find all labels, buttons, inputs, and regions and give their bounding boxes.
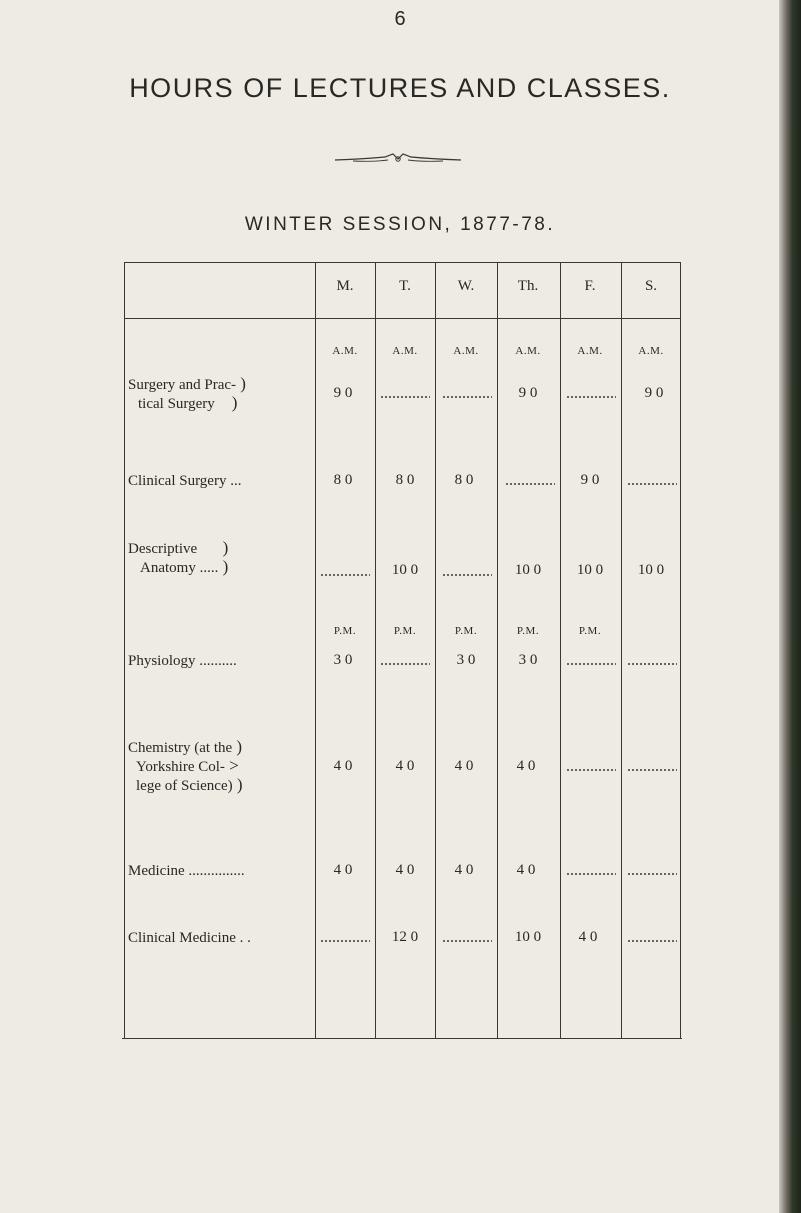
time-cell: 3 0	[333, 652, 353, 668]
day-header-monday: M.	[336, 278, 354, 294]
column-rule	[621, 262, 622, 1039]
time-cell: 3 0	[518, 652, 538, 668]
row-label-line: Surgery and Prac-	[128, 377, 237, 393]
day-header-thursday: Th.	[517, 278, 539, 294]
table-left-rule	[124, 262, 125, 1039]
row-label-line: Anatomy .....	[140, 560, 219, 576]
time-cell: 8 0	[395, 472, 415, 488]
period-pm: P.M.	[578, 625, 602, 637]
column-rule	[560, 262, 561, 1039]
empty-cell-dots	[442, 396, 492, 398]
time-cell: 4 0	[516, 862, 536, 878]
time-cell: 8 0	[454, 472, 474, 488]
time-cell: 12 0	[391, 929, 419, 945]
time-cell: 10 0	[637, 562, 665, 578]
time-cell: 10 0	[514, 562, 542, 578]
day-header-tuesday: T.	[399, 278, 411, 294]
brace-mark: )	[218, 557, 229, 576]
time-cell: 10 0	[576, 562, 604, 578]
day-header-friday: F.	[584, 278, 596, 294]
brace-mark: )	[232, 737, 243, 756]
time-cell: 10 0	[514, 929, 542, 945]
row-label-surgery	[128, 375, 316, 413]
day-header-wednesday: W.	[457, 278, 475, 294]
empty-cell-dots	[380, 396, 430, 398]
period-am: A.M.	[577, 345, 603, 357]
brace-mark: )	[214, 393, 238, 412]
row-label-line: tical Surgery	[138, 396, 215, 412]
column-rule	[497, 262, 498, 1039]
empty-cell-dots	[320, 940, 370, 942]
time-cell: 4 0	[516, 758, 536, 774]
time-cell: 4 0	[395, 758, 415, 774]
empty-cell-dots	[566, 873, 616, 875]
time-cell: 10 0	[391, 562, 419, 578]
row-label-line: Yorkshire Col-	[136, 759, 225, 775]
time-cell: 4 0	[454, 862, 474, 878]
time-cell: 4 0	[454, 758, 474, 774]
time-cell: 4 0	[333, 862, 353, 878]
empty-cell-dots	[627, 873, 677, 875]
empty-cell-dots	[442, 940, 492, 942]
time-cell: 3 0	[456, 652, 476, 668]
empty-cell-dots	[627, 769, 677, 771]
brace-mark: )	[197, 538, 229, 557]
table-header-rule	[124, 318, 680, 319]
empty-cell-dots	[566, 663, 616, 665]
empty-cell-dots	[627, 663, 677, 665]
period-pm: P.M.	[333, 625, 357, 637]
time-cell: 4 0	[395, 862, 415, 878]
row-label-clinical-surgery: Clinical Surgery ...	[128, 473, 242, 489]
empty-cell-dots	[505, 483, 555, 485]
period-am: A.M.	[392, 345, 418, 357]
brace-mark: >	[224, 756, 239, 775]
table-bottom-rule	[122, 1038, 682, 1039]
row-label-chemistry	[128, 738, 316, 795]
time-cell: 9 0	[333, 385, 353, 401]
period-am: A.M.	[332, 345, 358, 357]
time-cell: 9 0	[518, 385, 538, 401]
time-cell: 4 0	[333, 758, 353, 774]
period-am: A.M.	[515, 345, 541, 357]
page-number: 6	[394, 8, 406, 30]
row-label-line: Chemistry (at the	[128, 740, 233, 756]
brace-mark: )	[236, 374, 246, 393]
row-label-descriptive-anatomy	[128, 539, 316, 577]
page-title: HOURS OF LECTURES AND CLASSES.	[129, 73, 671, 103]
time-cell: 8 0	[333, 472, 353, 488]
empty-cell-dots	[380, 663, 430, 665]
empty-cell-dots	[442, 574, 492, 576]
empty-cell-dots	[566, 396, 616, 398]
row-label-physiology: Physiology ..........	[128, 653, 237, 669]
table-top-rule	[124, 262, 680, 263]
period-pm: P.M.	[516, 625, 540, 637]
table-right-rule	[680, 262, 681, 1039]
period-am: A.M.	[453, 345, 479, 357]
period-pm: P.M.	[393, 625, 417, 637]
row-label-medicine: Medicine ...............	[128, 863, 245, 879]
row-label-line: Descriptive	[128, 541, 198, 557]
empty-cell-dots	[627, 483, 677, 485]
row-label-clinical-medicine: Clinical Medicine . .	[128, 930, 251, 946]
row-label-line: lege of Science)	[136, 778, 233, 794]
time-cell: 4 0	[578, 929, 598, 945]
period-pm: P.M.	[454, 625, 478, 637]
session-subtitle: WINTER SESSION, 1877-78.	[244, 214, 556, 235]
empty-cell-dots	[320, 574, 370, 576]
period-am: A.M.	[638, 345, 664, 357]
day-header-saturday: S.	[644, 278, 658, 294]
time-cell: 9 0	[580, 472, 600, 488]
time-cell: 9 0	[644, 385, 664, 401]
empty-cell-dots	[627, 940, 677, 942]
empty-cell-dots	[566, 769, 616, 771]
column-rule	[435, 262, 436, 1039]
column-rule	[375, 262, 376, 1039]
brace-mark: )	[232, 775, 243, 794]
